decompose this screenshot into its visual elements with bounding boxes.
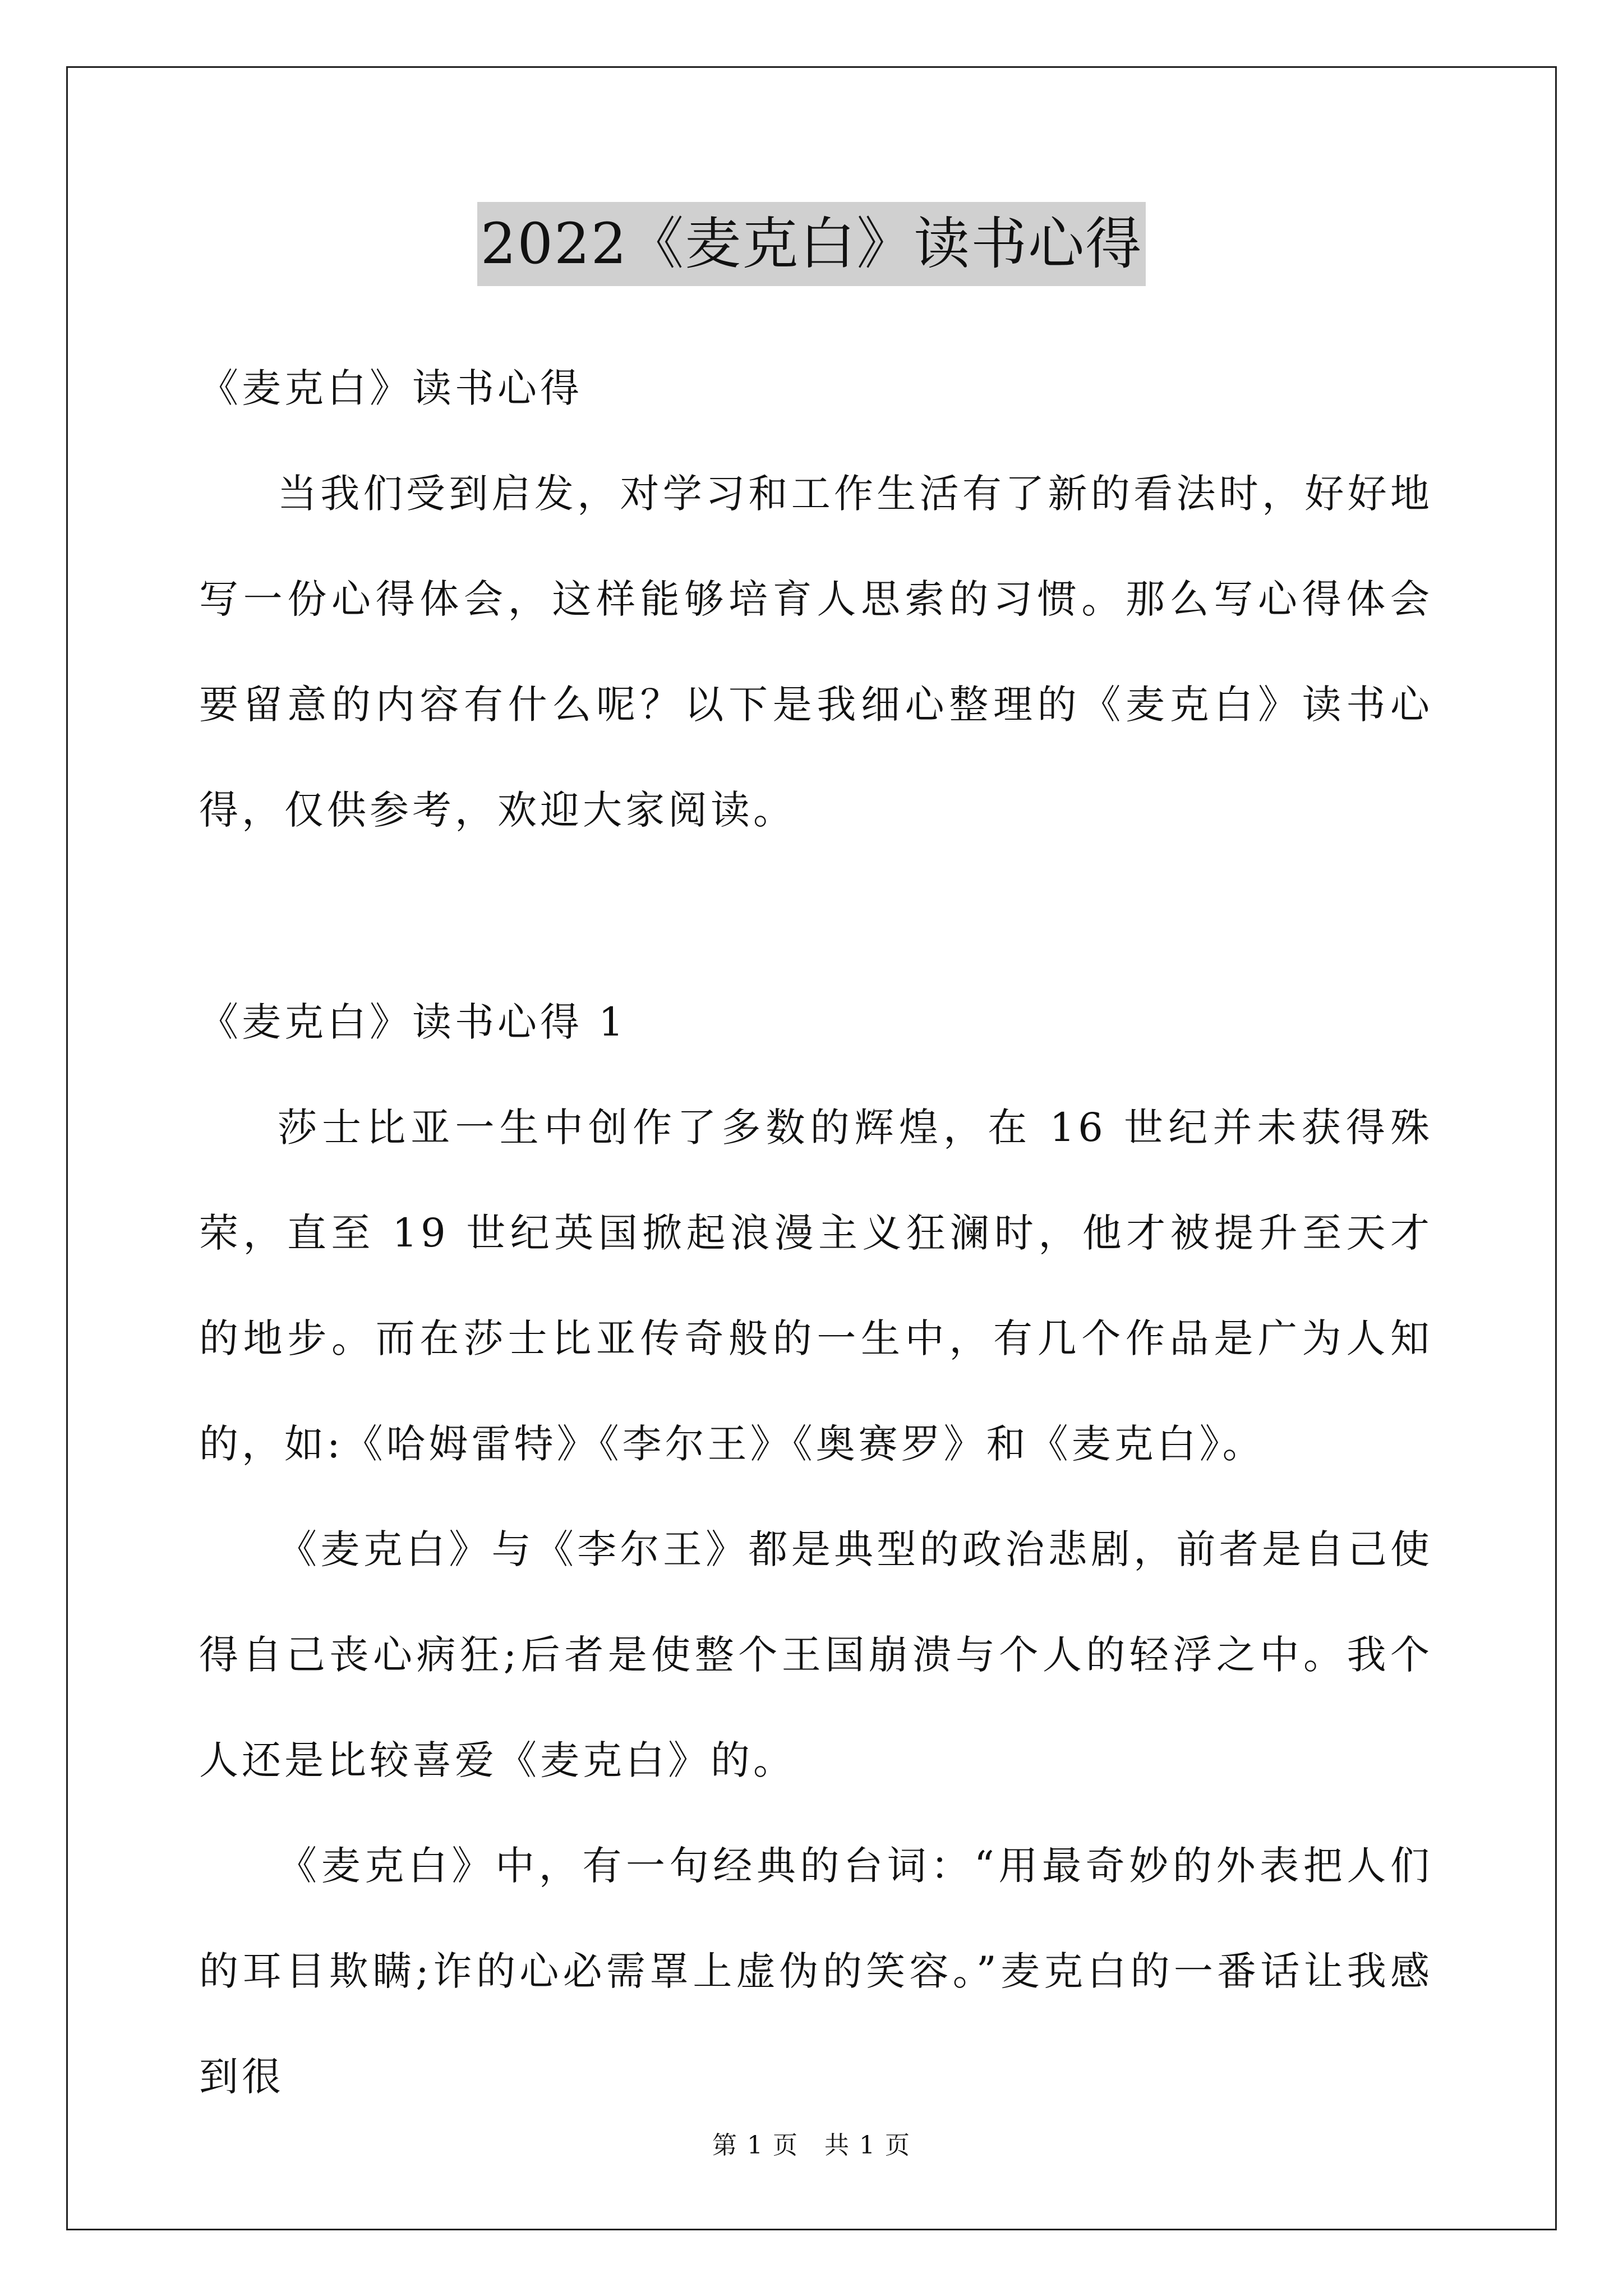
intro-paragraph: 当我们受到启发，对学习和工作生活有了新的看法时，好好地写一份心得体会，这样能够培育人思索的习惯。那么写心得体会要留意的内容有什么呢？以下是我细心整理的《麦克白》读书心得，仅供参考，欢迎大家阅读。 xyxy=(199,471,1433,833)
intro-section xyxy=(199,335,1433,863)
subtitle-heading: 《麦克白》读书心得 xyxy=(199,365,583,411)
paragraph-3: 《麦克白》中，有一句经典的台词：“用最奇妙的外表把人们的耳目欺瞒;诈的心必需罩上虚伪的笑容。”麦克白的一番话让我感到很 xyxy=(199,1843,1433,2100)
paragraph-1: 莎士比亚一生中创作了多数的辉煌，在 16 世纪并未获得殊荣，直至 19 世纪英国掀起浪漫主义狂澜时，他才被提升至天才的地步。而在莎士比亚传奇般的一生中，有几个作品是广为人知的，如:《哈姆雷特》《李尔王》《奥赛罗》和《麦克白》。 xyxy=(199,1105,1433,1467)
paragraph-2: 《麦克白》与《李尔王》都是典型的政治悲剧，前者是自己使得自己丧心病狂;后者是使整个王国崩溃与个人的轻浮之中。我个人还是比较喜爱《麦克白》的。 xyxy=(199,1526,1433,1783)
section-1 xyxy=(199,969,1433,2129)
title-container xyxy=(0,202,1623,286)
page-footer: 第 1 页 共 1 页 xyxy=(712,2131,911,2160)
section-heading: 《麦克白》读书心得 1 xyxy=(199,999,627,1045)
document-title: 2022《麦克白》读书心得 xyxy=(477,202,1146,286)
